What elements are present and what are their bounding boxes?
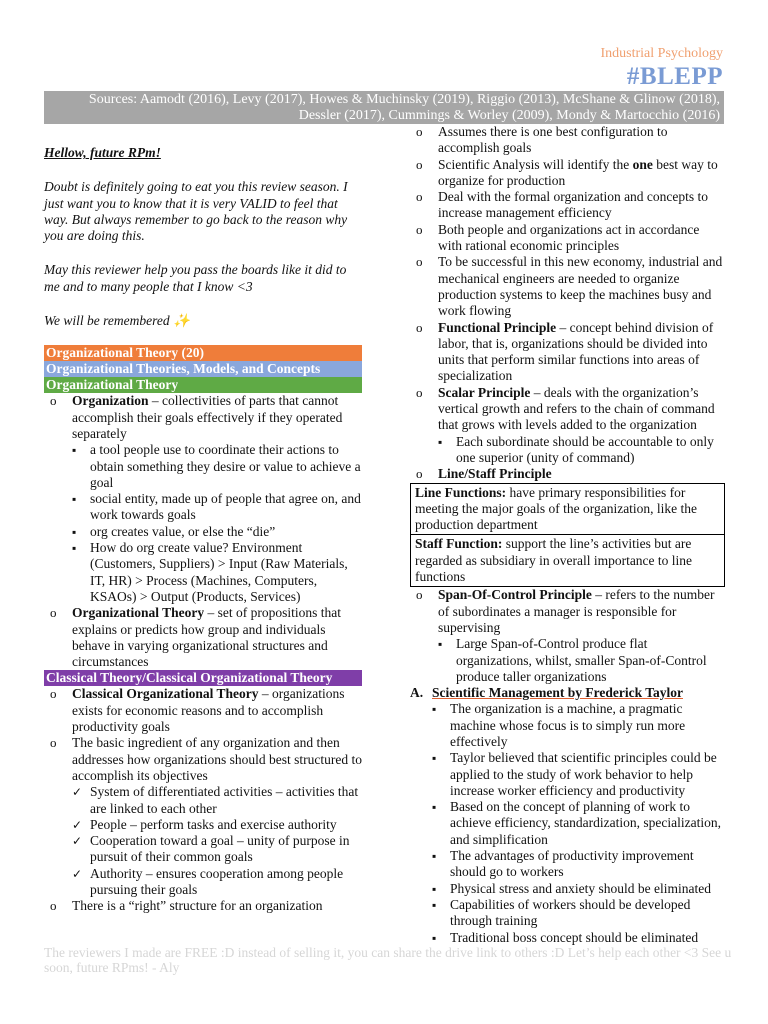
def-span-of-control: – refers to the number of subordinates a manager is responsible for supervising: [438, 587, 715, 635]
section-bar-organizational-theory: Organizational Theory: [44, 377, 362, 393]
check-item: ✓ Authority – ensures cooperation among people pursuing their goals: [72, 866, 362, 899]
list-item: o Deal with the formal organization and concepts to increase management efficiency: [410, 189, 725, 222]
term-classical-org-theory: Classical Organizational Theory: [72, 686, 259, 702]
list-item-span-of-control: [410, 587, 725, 685]
intro-note: [44, 145, 362, 329]
organization-sublist: [72, 442, 362, 605]
list-item: o Both people and organizations act in accordance with rational economic principles: [410, 222, 725, 255]
section-bar-classical-theory: Classical Theory/Classical Organizational Theory: [44, 670, 362, 686]
intro-paragraph-3: We will be remembered ✨: [44, 313, 190, 329]
list-item: o Assumes there is one best configuration to accomplish goals: [410, 124, 725, 157]
def-organization: – collectivities of parts that cannot accomplish their goals effectively if they operated separately: [72, 393, 343, 441]
basic-ingredient-text: The basic ingredient of any organization and then addresses how organizations should best structured to accomplish its objectives: [72, 735, 362, 783]
term-line-functions: Line Functions:: [415, 484, 507, 500]
def-organizational-theory: – set of propositions that explains or predicts how group and individuals behave in varying organizational structures and circumstances: [72, 605, 342, 670]
list-item: ▪ The advantages of productivity improvement should go to workers: [432, 848, 725, 881]
hashtag-title: #BLEPP: [626, 63, 723, 90]
check-item: ✓ People – perform tasks and exercise authority: [72, 817, 362, 833]
scientific-management-heading: [410, 685, 725, 701]
line-functions-box: [410, 483, 725, 536]
list-item-scalar-principle: [410, 385, 725, 466]
sci-post: best way to organize for production: [438, 156, 718, 188]
right-column: [410, 124, 725, 946]
list-item-basic-ingredient: [44, 735, 362, 898]
term-line-staff: Line/Staff Principle: [438, 466, 552, 482]
list-item: ▪ Taylor believed that scientific principles could be applied to the study of work behavior to help increase worker efficiency and productivity: [432, 750, 725, 799]
section-bar-theories-models: Organizational Theories, Models, and Concepts: [44, 361, 362, 377]
check-item: ✓ Cooperation toward a goal – unity of purpose in pursuit of their common goals: [72, 833, 362, 866]
scalar-sublist: [438, 434, 725, 467]
staff-function-box: [410, 535, 725, 587]
checklist: [72, 784, 362, 898]
subject-label: Industrial Psychology: [600, 46, 723, 61]
sci-pre: Scientific Analysis will identify the: [438, 156, 633, 172]
list-item-scientific-analysis: [410, 157, 725, 190]
scientific-management-list: [410, 701, 725, 945]
left-column: [44, 145, 362, 915]
sources-banner: Sources: Aamodt (2016), Levy (2017), Howes & Muchinsky (2019), Riggio (2013), McShane & Glinow (2018), Dessler (2017), Cummings & Worley (2009), Mondy & Martocchio (2016): [44, 91, 724, 124]
footer-note: The reviewers I made are FREE :D instead of selling it, you can share the drive link to others :D Let’s help each other <3 See u soon, future RPms! - Aly: [44, 945, 732, 975]
list-item-organization: [44, 393, 362, 605]
list-item: ▪ Traditional boss concept should be eliminated: [432, 930, 725, 946]
list-item: ▪ a tool people use to coordinate their actions to obtain something they desire or value to achieve a goal: [72, 442, 362, 491]
heading-number: A.: [410, 685, 424, 701]
def-classical-org-theory: – organizations exists for economic reasons and to accomplish productivity goals: [72, 686, 345, 735]
greeting: Hellow, future RPm!: [44, 145, 161, 160]
term-organizational-theory: Organizational Theory: [72, 605, 205, 621]
intro-paragraph-2: May this reviewer help you pass the boards like it did to me and to many people that I know <3: [44, 262, 347, 294]
section-bar-organizational-theory-20: Organizational Theory (20): [44, 345, 362, 361]
classical-theory-list: [44, 686, 362, 914]
right-list: [410, 124, 725, 483]
list-item-organizational-theory: [44, 605, 362, 670]
term-span-of-control: Span-Of-Control Principle: [438, 587, 592, 603]
list-item: ▪ social entity, made up of people that agree on, and work towards goals: [72, 491, 362, 524]
def-functional-principle: – concept behind division of labor, that is, organizations should be divided into units that perform similar functions into areas of specialization: [438, 319, 714, 384]
list-item: ▪ The organization is a machine, a pragmatic machine whose focus is to simply run more effectively: [432, 701, 725, 750]
list-item: ▪ Based on the concept of planning of work to achieve efficiency, standardization, specialization, and simplification: [432, 799, 725, 848]
intro-paragraph-1: Doubt is definitely going to eat you this review season. I just want you to know that it is very VALID to feel that way. But always remember to go back to the reason why you are doing this.: [44, 179, 348, 244]
heading-title: Scientific Management by Frederick Taylor: [432, 685, 683, 701]
term-scalar-principle: Scalar Principle: [438, 384, 531, 400]
sci-bold: one: [632, 156, 653, 172]
list-item: ▪ Each subordinate should be accountable to only one superior (unity of command): [438, 434, 725, 467]
span-sublist: [438, 636, 725, 685]
list-item: o To be successful in this new economy, industrial and mechanical engineers are needed to organize production systems to keep the machines busy and work flowing: [410, 254, 725, 319]
list-item: ▪ Capabilities of workers should be developed through training: [432, 897, 725, 930]
list-item-functional-principle: [410, 320, 725, 385]
org-theory-list: [44, 393, 362, 670]
list-item: ▪ Physical stress and anxiety should be eliminated: [432, 881, 725, 897]
list-item-line-staff: [410, 466, 725, 482]
def-scalar-principle: – deals with the organization’s vertical growth and refers to the chain of command that grows with levels added to the organization: [438, 384, 715, 433]
list-item-right-structure: o There is a “right” structure for an organization: [44, 898, 362, 914]
list-item-classical-org-theory: [44, 686, 362, 735]
list-item: ▪ org creates value, or else the “die”: [72, 524, 362, 540]
check-item: ✓ System of differentiated activities – activities that are linked to each other: [72, 784, 362, 817]
term-functional-principle: Functional Principle: [438, 319, 557, 335]
list-item: ▪ Large Span-of-Control produce flat organizations, whilst, smaller Span-of-Control produce taller organizations: [438, 636, 725, 685]
term-staff-function: Staff Function:: [415, 536, 503, 552]
span-list: [410, 587, 725, 685]
def-staff-function: support the line’s activities but are regarded as subsidiary in overall importance to line functions: [415, 536, 693, 585]
def-line-functions: have primary responsibilities for meeting the major goals of the organization, like the production department: [415, 484, 698, 533]
list-item: ▪ How do org create value? Environment (Customers, Suppliers) > Input (Raw Materials, IT, HR) > Process (Machines, Computers, KSAOs) > Output (Products, Services): [72, 540, 362, 605]
term-organization: Organization: [72, 393, 149, 409]
